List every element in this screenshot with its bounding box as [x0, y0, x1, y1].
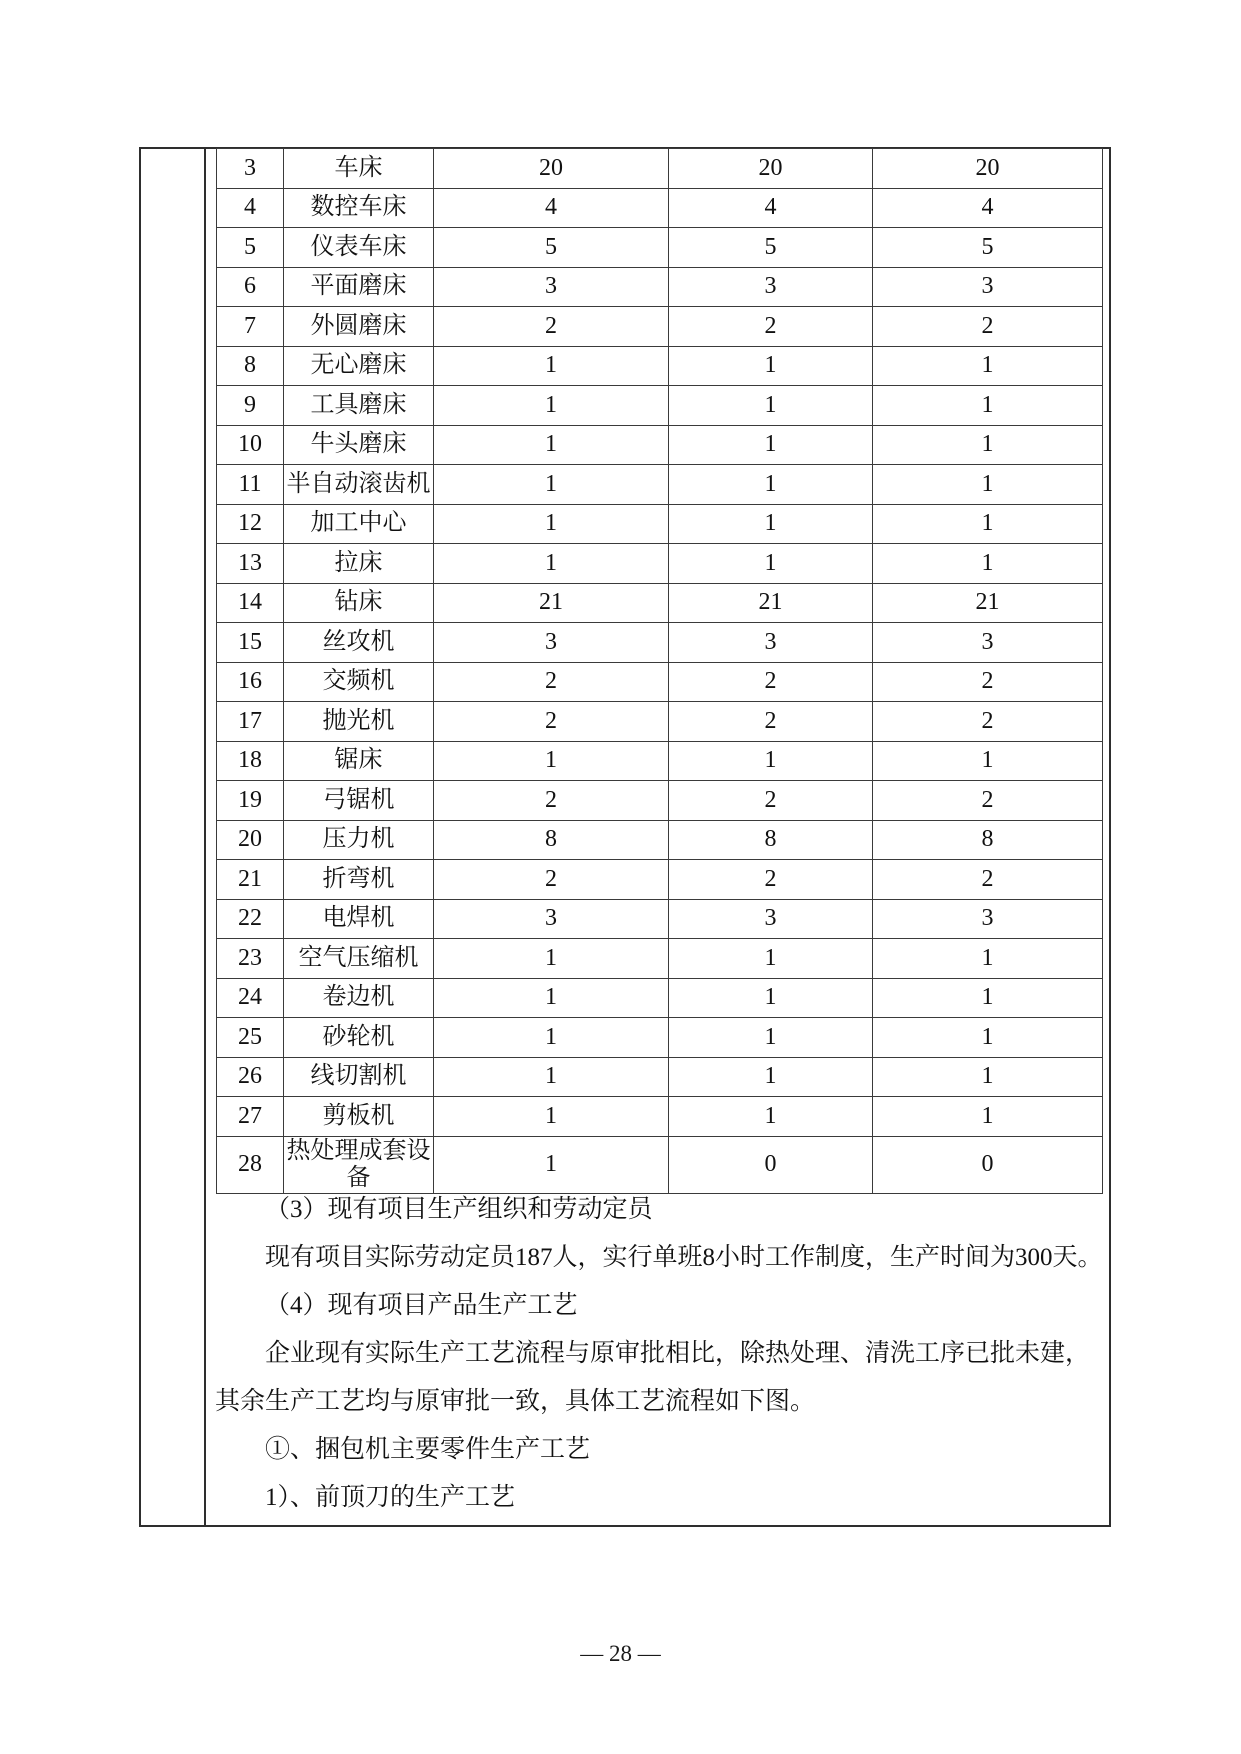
equipment-table	[216, 148, 1103, 1194]
count-cell-1: 2	[434, 702, 669, 742]
equipment-table-body	[217, 149, 1103, 1194]
count-cell-2: 5	[669, 228, 873, 268]
count-cell-1: 2	[434, 307, 669, 347]
equipment-name-cell: 平面磨床	[284, 267, 434, 307]
count-cell-3: 1	[873, 1097, 1103, 1137]
table-row	[217, 662, 1103, 702]
count-cell-1: 20	[434, 149, 669, 189]
row-number-cell: 4	[217, 188, 284, 228]
count-cell-2: 2	[669, 662, 873, 702]
row-number-cell: 26	[217, 1057, 284, 1097]
count-cell-1: 1	[434, 504, 669, 544]
equipment-name-cell: 交频机	[284, 662, 434, 702]
count-cell-2: 0	[669, 1136, 873, 1193]
count-cell-1: 3	[434, 623, 669, 663]
count-cell-1: 1	[434, 939, 669, 979]
table-row	[217, 544, 1103, 584]
count-cell-3: 1	[873, 939, 1103, 979]
count-cell-1: 1	[434, 425, 669, 465]
row-number-cell: 20	[217, 820, 284, 860]
count-cell-2: 1	[669, 741, 873, 781]
table-row	[217, 504, 1103, 544]
count-cell-1: 2	[434, 662, 669, 702]
row-number-cell: 3	[217, 149, 284, 189]
count-cell-1: 1	[434, 544, 669, 584]
row-number-cell: 16	[217, 662, 284, 702]
paragraph-line: 1）、前顶刀的生产工艺	[265, 1484, 516, 1511]
row-number-cell: 5	[217, 228, 284, 268]
equipment-name-cell: 抛光机	[284, 702, 434, 742]
count-cell-1: 1	[434, 741, 669, 781]
table-row	[217, 465, 1103, 505]
count-cell-2: 1	[669, 465, 873, 505]
equipment-name-cell: 电焊机	[284, 899, 434, 939]
count-cell-1: 1	[434, 1057, 669, 1097]
paragraph-line: ①、捆包机主要零件生产工艺	[265, 1436, 591, 1463]
count-cell-3: 2	[873, 781, 1103, 821]
count-cell-3: 3	[873, 623, 1103, 663]
count-cell-3: 3	[873, 899, 1103, 939]
count-cell-2: 1	[669, 386, 873, 426]
equipment-name-cell: 压力机	[284, 820, 434, 860]
equipment-name-cell: 牛头磨床	[284, 425, 434, 465]
body-text-block	[215, 1186, 1107, 1522]
count-cell-1: 3	[434, 899, 669, 939]
count-cell-2: 1	[669, 1018, 873, 1058]
count-cell-3: 2	[873, 860, 1103, 900]
row-number-cell: 17	[217, 702, 284, 742]
equipment-name-cell: 半自动滚齿机	[284, 465, 434, 505]
row-number-cell: 15	[217, 623, 284, 663]
count-cell-3: 3	[873, 267, 1103, 307]
row-number-cell: 14	[217, 583, 284, 623]
row-number-cell: 18	[217, 741, 284, 781]
table-row	[217, 346, 1103, 386]
row-number-cell: 12	[217, 504, 284, 544]
count-cell-1: 3	[434, 267, 669, 307]
count-cell-2: 20	[669, 149, 873, 189]
page-number: — 28 —	[580, 1641, 661, 1666]
count-cell-1: 21	[434, 583, 669, 623]
count-cell-2: 3	[669, 267, 873, 307]
paragraph-line: 企业现有实际生产工艺流程与原审批相比，除热处理、清洗工序已批未建，	[265, 1340, 1091, 1367]
table-row	[217, 1097, 1103, 1137]
count-cell-2: 1	[669, 1057, 873, 1097]
row-number-cell: 21	[217, 860, 284, 900]
row-number-cell: 9	[217, 386, 284, 426]
row-number-cell: 13	[217, 544, 284, 584]
equipment-name-cell: 锯床	[284, 741, 434, 781]
table-row	[217, 1018, 1103, 1058]
equipment-name-cell: 无心磨床	[284, 346, 434, 386]
table-row	[217, 1057, 1103, 1097]
count-cell-3: 2	[873, 702, 1103, 742]
count-cell-3: 1	[873, 465, 1103, 505]
count-cell-3: 0	[873, 1136, 1103, 1193]
row-number-cell: 19	[217, 781, 284, 821]
equipment-name-cell: 砂轮机	[284, 1018, 434, 1058]
count-cell-2: 1	[669, 346, 873, 386]
count-cell-2: 8	[669, 820, 873, 860]
count-cell-2: 1	[669, 978, 873, 1018]
count-cell-3: 4	[873, 188, 1103, 228]
equipment-name-cell: 加工中心	[284, 504, 434, 544]
count-cell-2: 4	[669, 188, 873, 228]
table-row	[217, 741, 1103, 781]
count-cell-3: 8	[873, 820, 1103, 860]
count-cell-3: 1	[873, 425, 1103, 465]
table-row	[217, 386, 1103, 426]
equipment-name-cell: 热处理成套设备	[284, 1136, 434, 1193]
count-cell-1: 2	[434, 860, 669, 900]
equipment-name-cell: 卷边机	[284, 978, 434, 1018]
count-cell-2: 2	[669, 702, 873, 742]
count-cell-2: 21	[669, 583, 873, 623]
table-row	[217, 1136, 1103, 1193]
count-cell-3: 1	[873, 1018, 1103, 1058]
table-row	[217, 702, 1103, 742]
equipment-name-cell: 丝攻机	[284, 623, 434, 663]
table-row	[217, 228, 1103, 268]
paragraph-line: （4）现有项目产品生产工艺	[265, 1292, 578, 1319]
count-cell-1: 1	[434, 1136, 669, 1193]
table-row	[217, 899, 1103, 939]
row-number-cell: 11	[217, 465, 284, 505]
row-number-cell: 24	[217, 978, 284, 1018]
paragraph-line: 现有项目实际劳动定员187人，实行单班8小时工作制度，生产时间为300天。	[265, 1244, 1103, 1271]
table-row	[217, 307, 1103, 347]
equipment-name-cell: 拉床	[284, 544, 434, 584]
row-number-cell: 23	[217, 939, 284, 979]
equipment-name-cell: 车床	[284, 149, 434, 189]
count-cell-3: 1	[873, 386, 1103, 426]
count-cell-3: 21	[873, 583, 1103, 623]
table-row	[217, 939, 1103, 979]
count-cell-1: 1	[434, 465, 669, 505]
table-row	[217, 978, 1103, 1018]
count-cell-1: 5	[434, 228, 669, 268]
count-cell-2: 1	[669, 939, 873, 979]
table-row	[217, 583, 1103, 623]
count-cell-2: 1	[669, 425, 873, 465]
table-row	[217, 267, 1103, 307]
count-cell-2: 2	[669, 307, 873, 347]
equipment-name-cell: 外圆磨床	[284, 307, 434, 347]
table-row	[217, 860, 1103, 900]
equipment-name-cell: 剪板机	[284, 1097, 434, 1137]
count-cell-3: 1	[873, 1057, 1103, 1097]
count-cell-1: 1	[434, 978, 669, 1018]
table-row	[217, 425, 1103, 465]
count-cell-2: 2	[669, 781, 873, 821]
row-number-cell: 28	[217, 1136, 284, 1193]
equipment-name-cell: 折弯机	[284, 860, 434, 900]
count-cell-2: 1	[669, 504, 873, 544]
count-cell-3: 1	[873, 978, 1103, 1018]
count-cell-3: 1	[873, 544, 1103, 584]
equipment-name-cell: 工具磨床	[284, 386, 434, 426]
count-cell-1: 2	[434, 781, 669, 821]
count-cell-2: 2	[669, 860, 873, 900]
equipment-name-cell: 线切割机	[284, 1057, 434, 1097]
equipment-name-cell: 空气压缩机	[284, 939, 434, 979]
count-cell-3: 2	[873, 662, 1103, 702]
count-cell-3: 2	[873, 307, 1103, 347]
equipment-name-cell: 数控车床	[284, 188, 434, 228]
equipment-name-cell: 弓锯机	[284, 781, 434, 821]
table-row	[217, 149, 1103, 189]
table-row	[217, 820, 1103, 860]
count-cell-3: 1	[873, 346, 1103, 386]
row-number-cell: 8	[217, 346, 284, 386]
equipment-name-cell: 仪表车床	[284, 228, 434, 268]
equipment-name-cell: 钻床	[284, 583, 434, 623]
table-row	[217, 188, 1103, 228]
paragraph-line: （3）现有项目生产组织和劳动定员	[265, 1196, 653, 1223]
frame-left-column-divider	[204, 147, 206, 1527]
count-cell-2: 3	[669, 623, 873, 663]
count-cell-3: 1	[873, 504, 1103, 544]
count-cell-1: 1	[434, 1018, 669, 1058]
count-cell-2: 1	[669, 544, 873, 584]
count-cell-3: 5	[873, 228, 1103, 268]
count-cell-1: 1	[434, 386, 669, 426]
count-cell-2: 3	[669, 899, 873, 939]
row-number-cell: 25	[217, 1018, 284, 1058]
table-row	[217, 623, 1103, 663]
paragraph-line: 其余生产工艺均与原审批一致，具体工艺流程如下图。	[215, 1388, 816, 1415]
table-row	[217, 781, 1103, 821]
count-cell-3: 1	[873, 741, 1103, 781]
row-number-cell: 10	[217, 425, 284, 465]
count-cell-1: 4	[434, 188, 669, 228]
row-number-cell: 27	[217, 1097, 284, 1137]
count-cell-1: 1	[434, 1097, 669, 1137]
row-number-cell: 6	[217, 267, 284, 307]
count-cell-2: 1	[669, 1097, 873, 1137]
row-number-cell: 7	[217, 307, 284, 347]
count-cell-1: 1	[434, 346, 669, 386]
count-cell-1: 8	[434, 820, 669, 860]
count-cell-3: 20	[873, 149, 1103, 189]
row-number-cell: 22	[217, 899, 284, 939]
